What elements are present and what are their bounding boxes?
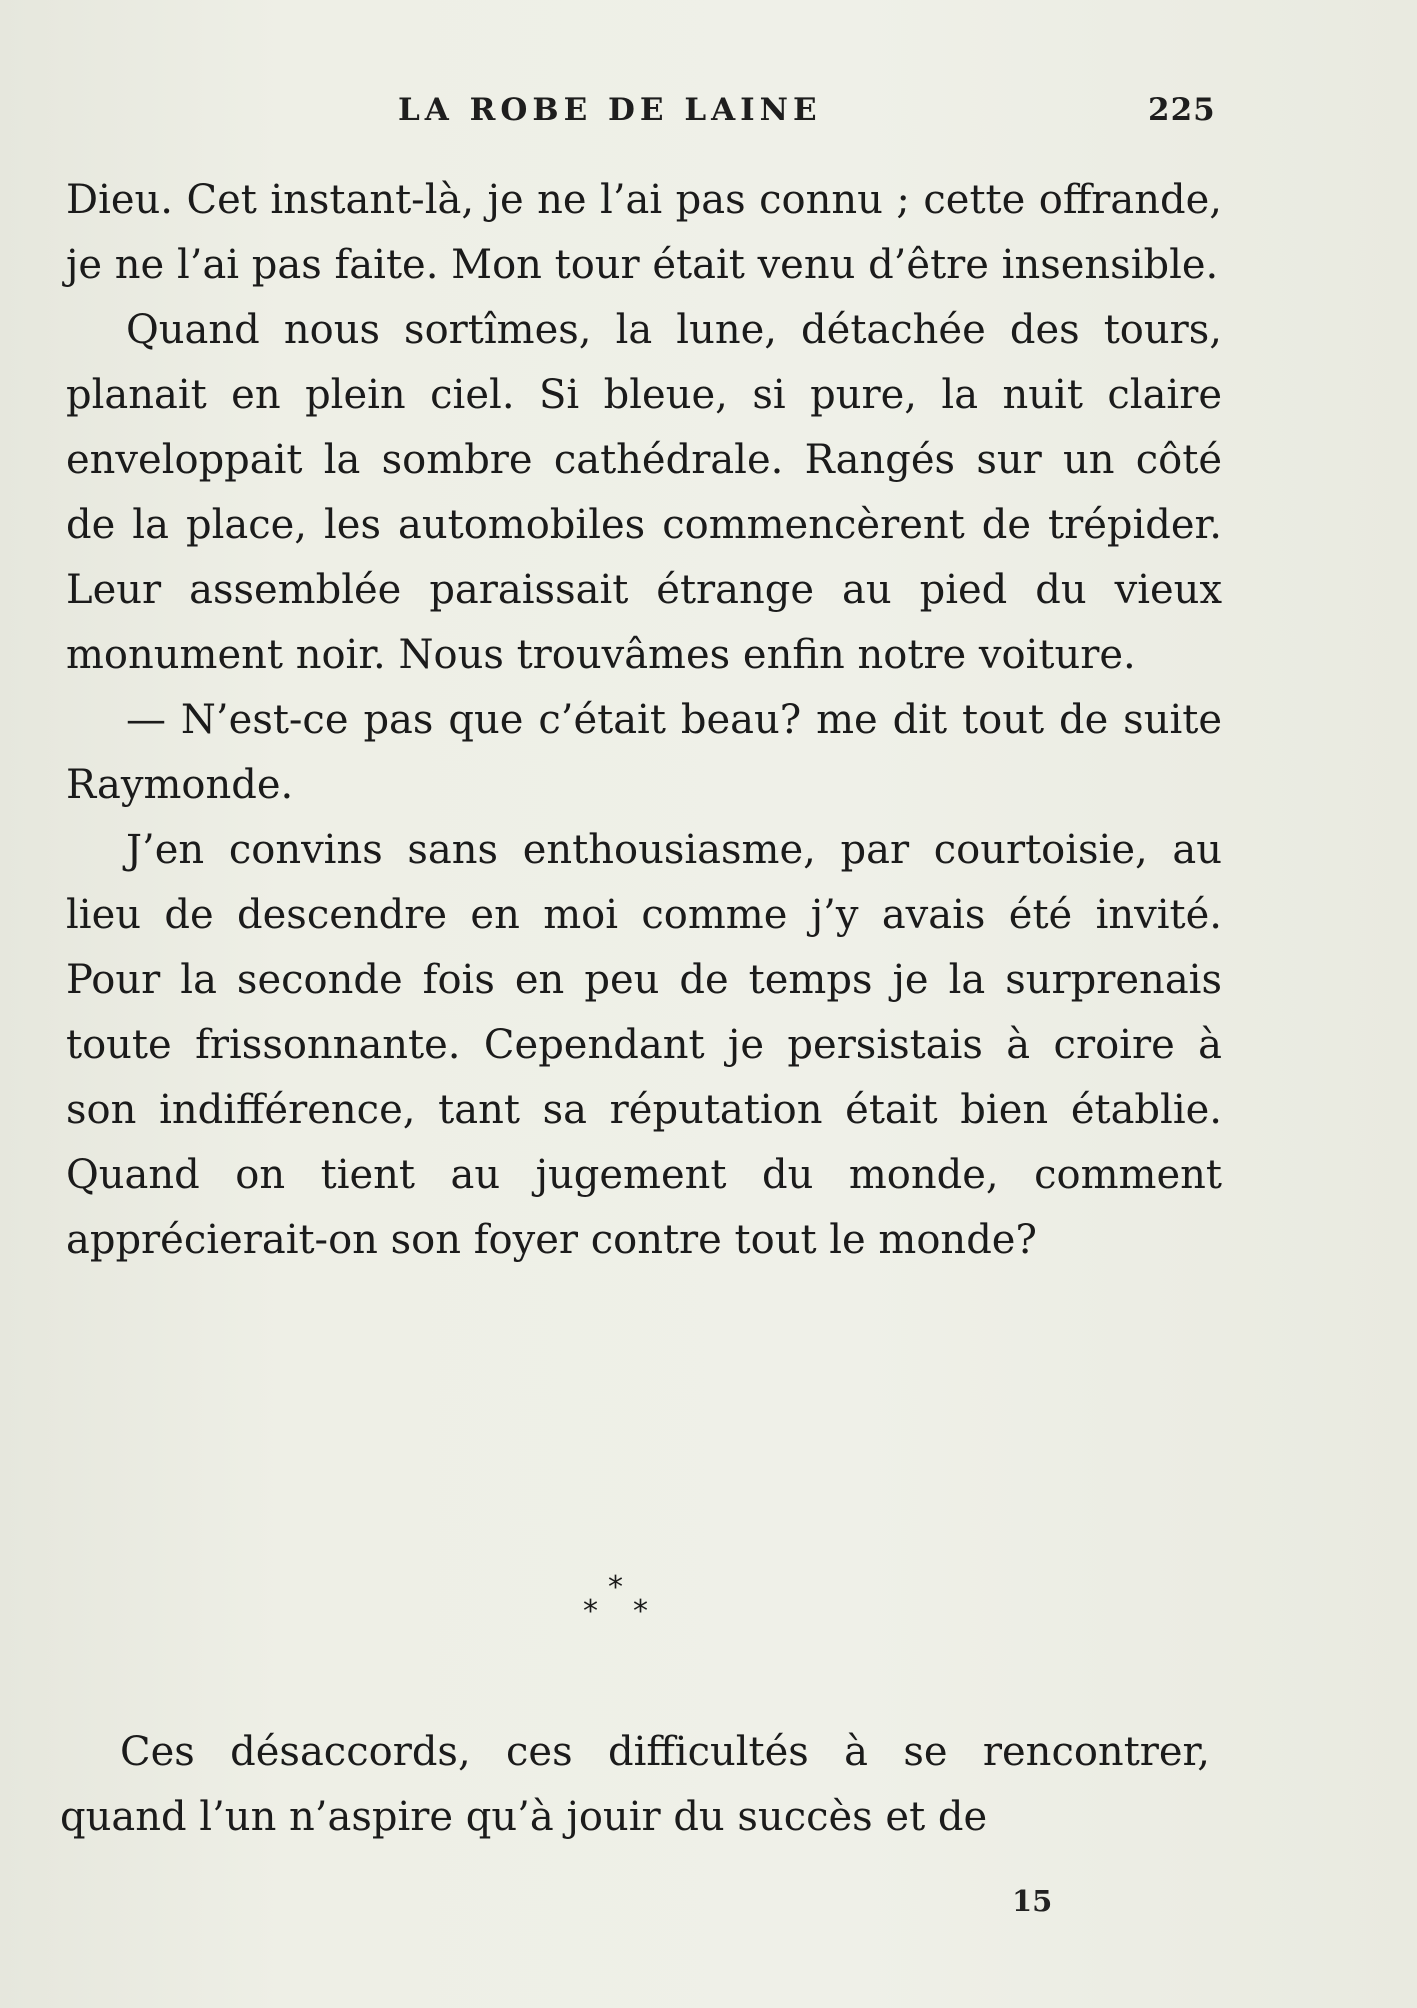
- asterisk-icon: *: [608, 1570, 623, 1605]
- paragraph-3: — N’est-ce pas que c’était beau? me dit tout de suite Raymonde.: [66, 697, 1222, 808]
- paragraph-2: Quand nous sortîmes, la lune, détachée des tours, planait en plein ciel. Si bleue, si pure, la nuit claire enveloppait la sombre cathédrale. Rangés sur un côté de la place, les automobiles commencèrent de trépider. Leur assemblée paraissait étrange au pied du vieux monument noir. Nous trouvâmes enfin notre voiture.: [66, 307, 1222, 678]
- page-number: 225: [1148, 92, 1216, 128]
- signature-mark: 15: [1012, 1884, 1053, 1918]
- paragraph-4: J’en convins sans enthousiasme, par courtoisie, au lieu de descendre en moi comme j’y avais été invité. Pour la seconde fois en peu de temps je la surprenais toute frissonnante. Cependant je persistais à croire à son indifférence, tant sa réputation était bien établie. Quand on tient au jugement du monde, comment apprécierait-on son foyer contre tout le monde?: [66, 827, 1222, 1263]
- continued-text: [60, 1720, 1210, 1850]
- asterisk-icon: *: [583, 1594, 598, 1629]
- page-header: [0, 92, 1417, 132]
- paragraph-1: Dieu. Cet instant-là, je ne l’ai pas connu ; cette offrande, je ne l’ai pas faite. Mon tour était venu d’être insensible.: [66, 177, 1222, 288]
- main-text: [66, 168, 1222, 1273]
- section-break-asterism: [583, 1570, 663, 1630]
- running-title: LA ROBE DE LAINE: [398, 92, 822, 128]
- paragraph-after-break: Ces désaccords, ces difficultés à se rencontrer, quand l’un n’aspire qu’à jouir du succès et de: [60, 1729, 1210, 1840]
- asterisk-icon: *: [633, 1594, 648, 1629]
